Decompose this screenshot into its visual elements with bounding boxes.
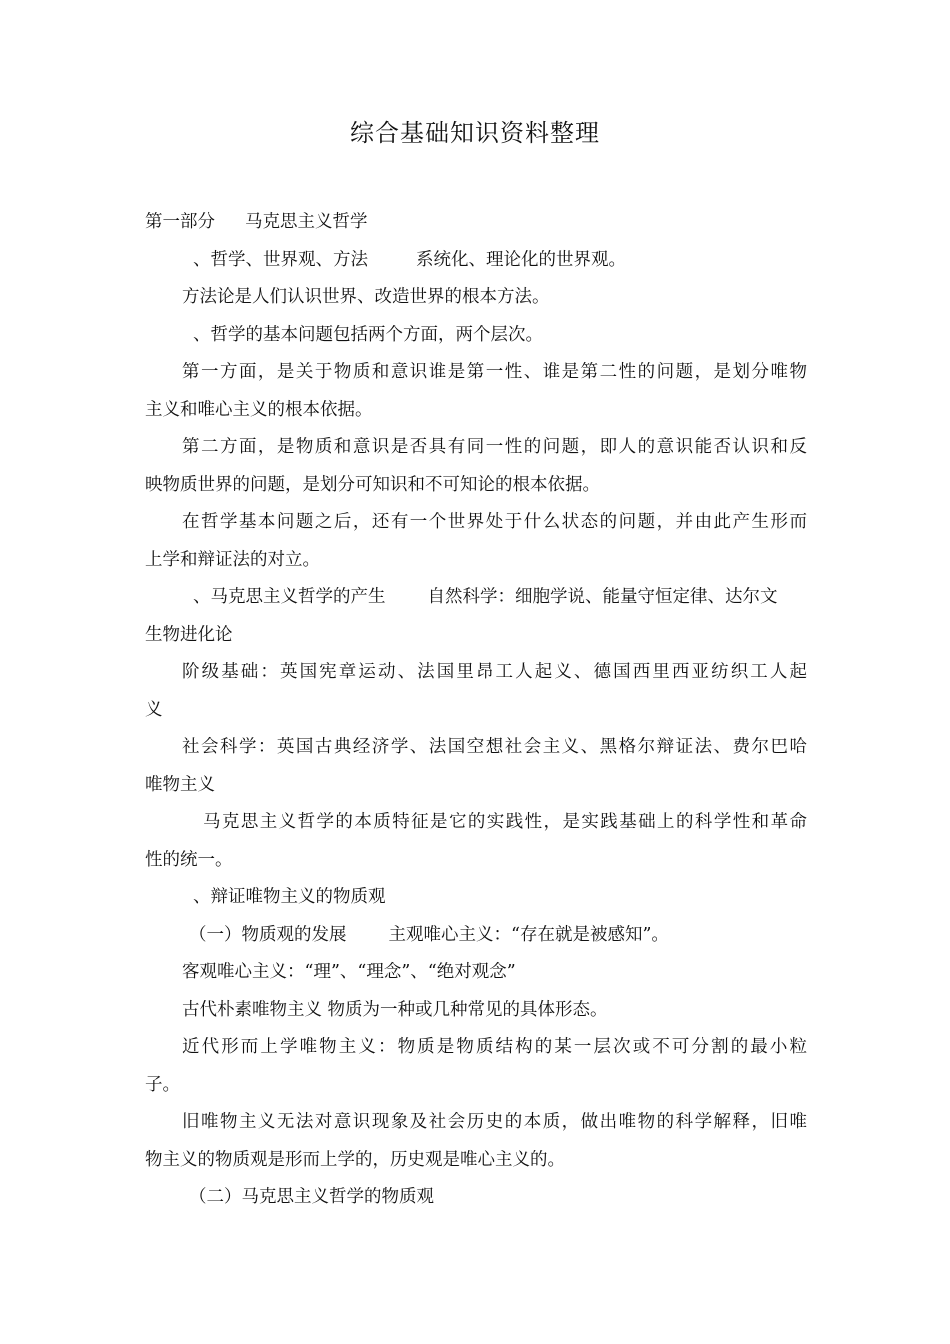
document-title: 综合基础知识资料整理 — [350, 119, 600, 147]
paragraph-line: 、辩证唯物主义的物质观 — [193, 887, 386, 907]
paragraph-line: 子。 — [145, 1074, 180, 1095]
subsection-heading: （二）马克思主义哲学的物质观 — [189, 1187, 434, 1207]
paragraph-line: （一）物质观的发展 主观唯心主义：“存在就是被感知”。 — [189, 924, 669, 945]
paragraph-line: 、马克思主义哲学的产生 自然科学：细胞学说、能量守恒定律、达尔文 — [193, 587, 778, 607]
paragraph-line: 旧唯物主义无法对意识现象及社会历史的本质，做出唯物的科学解释，旧唯 — [182, 1112, 807, 1132]
paragraph-line: 主义和唯心主义的根本依据。 — [145, 399, 373, 420]
paragraph-line: 马克思主义哲学的本质特征是它的实践性，是实践基础上的科学性和革命 — [203, 812, 807, 832]
part-label: 第一部分 — [145, 212, 215, 232]
paragraph-line: 方法论是人们认识世界、改造世界的根本方法。 — [182, 287, 550, 307]
paragraph-line: 生物进化论 — [145, 624, 233, 645]
paragraph-line: 义 — [145, 699, 163, 720]
paragraph-line: 客观唯心主义：“理”、“理念”、“绝对观念” — [182, 962, 516, 982]
paragraph-line: 社会科学：英国古典经济学、法国空想社会主义、黑格尔辩证法、费尔巴哈 — [182, 737, 807, 757]
paragraph-line: 、哲学的基本问题包括两个方面，两个层次。 — [193, 324, 543, 345]
paragraph-line: 第一方面，是关于物质和意识谁是第一性、谁是第二性的问题，是划分唯物 — [182, 362, 807, 382]
paragraph-line: 映物质世界的问题，是划分可知识和不可知论的根本依据。 — [145, 474, 600, 495]
paragraph-line: 、哲学、世界观、方法 系统化、理论化的世界观。 — [193, 249, 626, 270]
document-body — [145, 204, 807, 1217]
paragraph-line: 阶级基础：英国宪章运动、法国里昂工人起义、德国西里西亚纺织工人起 — [182, 662, 807, 682]
paragraph-line: 上学和辩证法的对立。 — [145, 549, 320, 570]
section-heading — [145, 204, 807, 242]
paragraph-line: 古代朴素唯物主义 物质为一种或几种常见的具体形态。 — [182, 999, 608, 1020]
paragraph-line: 第二方面，是物质和意识是否具有同一性的问题，即人的意识能否认识和反 — [182, 437, 807, 457]
paragraph-line: 唯物主义 — [145, 774, 215, 795]
paragraph-line: 近代形而上学唯物主义：物质是物质结构的某一层次或不可分割的最小粒 — [182, 1037, 807, 1057]
paragraph-line: 性的统一。 — [145, 849, 233, 870]
part-name: 马克思主义哲学 — [245, 212, 368, 232]
paragraph-line: 物主义的物质观是形而上学的，历史观是唯心主义的。 — [145, 1149, 565, 1170]
paragraph-line: 在哲学基本问题之后，还有一个世界处于什么状态的问题，并由此产生形而 — [182, 512, 807, 532]
